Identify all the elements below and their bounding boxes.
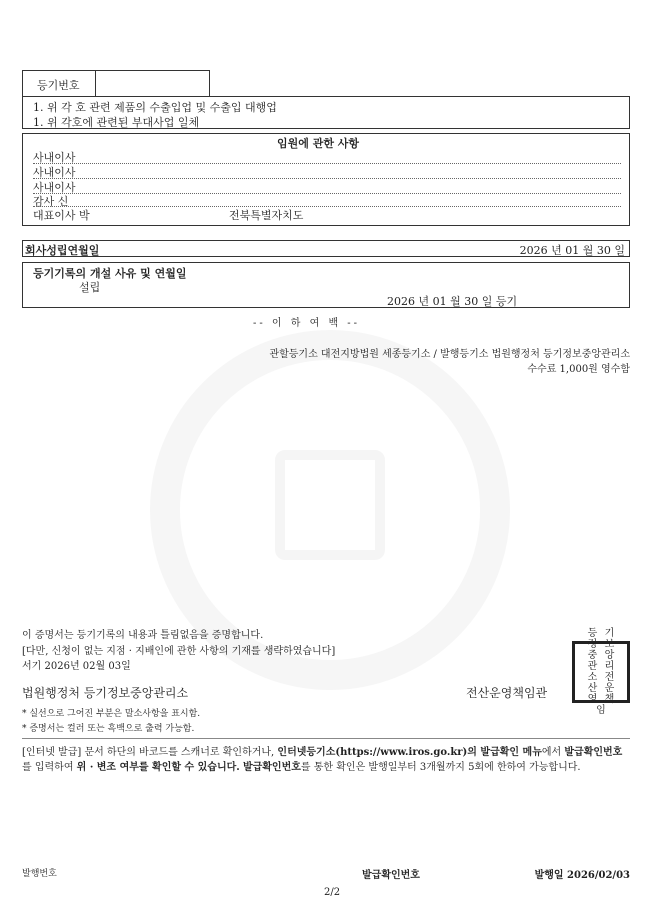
confirm-number-label: 발급확인번호 bbox=[362, 870, 420, 881]
issue-number-label: 발행번호 bbox=[22, 869, 57, 879]
opening-box bbox=[22, 262, 630, 308]
registry-number-label: 등기번호 bbox=[37, 79, 80, 92]
seal-char: 산 bbox=[587, 683, 598, 694]
page-number: 2/2 bbox=[324, 887, 341, 898]
establishment-label: 회사성립연월일 bbox=[25, 244, 100, 257]
seal-char: 전 bbox=[604, 672, 615, 683]
seal-char: 관 bbox=[587, 661, 598, 672]
establishment-date: 2026 년 01 월 30 일 bbox=[519, 244, 625, 257]
officers-box bbox=[22, 133, 630, 226]
business-item: 1. 위 각 호 관련 제품의 수출입업 및 수출입 대행업 bbox=[33, 101, 277, 114]
office-info: 관할등기소 대전지방법원 세종등기소 / 발행등기소 법원행정처 등기정보중앙관리소 bbox=[269, 349, 630, 360]
registry-number-box bbox=[22, 70, 210, 97]
officer-title: 대표이사 박 bbox=[33, 209, 90, 222]
opening-date: 2026 년 01 월 30 일 등기 bbox=[387, 295, 518, 308]
notice-prefix: [인터넷 발급] 문서 하단의 바코드를 스캐너로 확인하거나, bbox=[22, 747, 278, 758]
officers-heading: 임원에 관한 사항 bbox=[277, 137, 360, 150]
notice-divider bbox=[22, 738, 630, 739]
seal-char: 보 bbox=[604, 639, 615, 650]
notice-code: 발급확인번호 bbox=[564, 747, 623, 758]
establishment-box bbox=[22, 240, 630, 257]
seal-char: 책 bbox=[604, 694, 615, 705]
officer-title-text: 전산운영책임관 bbox=[466, 686, 548, 700]
seal-char: 리 bbox=[604, 661, 615, 672]
officer-title: 사내이사 bbox=[33, 151, 76, 164]
business-items-box bbox=[22, 96, 630, 129]
note-line: * 증명서는 컬러 또는 흑백으로 출력 가능함. bbox=[22, 724, 195, 734]
notice-suffix: 를 통한 확인은 발행일부터 3개월까지 5회에 한하여 가능합니다. bbox=[300, 762, 581, 773]
seal-char: 정 bbox=[587, 639, 598, 650]
certification-line: [다만, 신청이 없는 지점 · 지배인에 관한 사항의 기재를 생략하였습니다] bbox=[22, 646, 336, 657]
seal-char: 앙 bbox=[604, 650, 615, 661]
seal-char: 임 bbox=[596, 705, 606, 716]
internet-notice bbox=[22, 745, 630, 775]
notice-mid: 에서 bbox=[541, 747, 565, 758]
officer-row-line bbox=[33, 163, 621, 164]
seal-char: 기 bbox=[604, 628, 615, 639]
officer-title: 사내이사 bbox=[33, 181, 76, 194]
seal-char: 영 bbox=[587, 694, 598, 705]
seal-char: 등 bbox=[587, 628, 598, 639]
seal-char: 운 bbox=[604, 683, 615, 694]
certification-date: 서기 2026년 02월 03일 bbox=[22, 661, 131, 672]
officer-title: 사내이사 bbox=[33, 166, 76, 179]
seal-char: 중 bbox=[587, 650, 598, 661]
issue-date: 발행일 2026/02/03 bbox=[534, 870, 630, 881]
officer-row-line bbox=[33, 193, 621, 194]
officer-address: 전북특별자치도 bbox=[229, 209, 304, 222]
officer-row-line bbox=[33, 206, 621, 207]
official-seal bbox=[572, 628, 630, 716]
court-emblem-watermark-center bbox=[275, 450, 385, 560]
certification-line: 이 증명서는 등기기록의 내용과 틀림없음을 증명합니다. bbox=[22, 630, 264, 641]
note-line: * 실선으로 그어진 부분은 말소사항을 표시함. bbox=[22, 709, 201, 719]
notice-mid2: 를 입력하여 bbox=[22, 762, 77, 773]
business-item: 1. 위 각호에 관련된 부대사업 일체 bbox=[33, 116, 200, 129]
fee-text: 수수료 1,000원 영수함 bbox=[527, 364, 630, 375]
issuer-name: 법원행정처 등기정보중앙관리소 bbox=[22, 686, 189, 700]
seal-char: 소 bbox=[587, 672, 598, 683]
officer-title: 감사 신 bbox=[33, 195, 69, 208]
opening-reason: 설립 bbox=[79, 281, 101, 294]
end-marker: -- 이 하 여 백 -- bbox=[253, 318, 361, 329]
officer-row-line bbox=[33, 178, 621, 179]
registry-number-divider bbox=[95, 71, 96, 96]
notice-verify: 위 · 변조 여부를 확인할 수 있습니다. bbox=[76, 762, 240, 773]
notice-code2: 발급확인번호 bbox=[242, 762, 301, 773]
opening-label: 등기기록의 개설 사유 및 연월일 bbox=[33, 267, 187, 280]
notice-site: 인터넷등기소(https://www.iros.go.kr)의 발급확인 메뉴 bbox=[277, 747, 542, 758]
